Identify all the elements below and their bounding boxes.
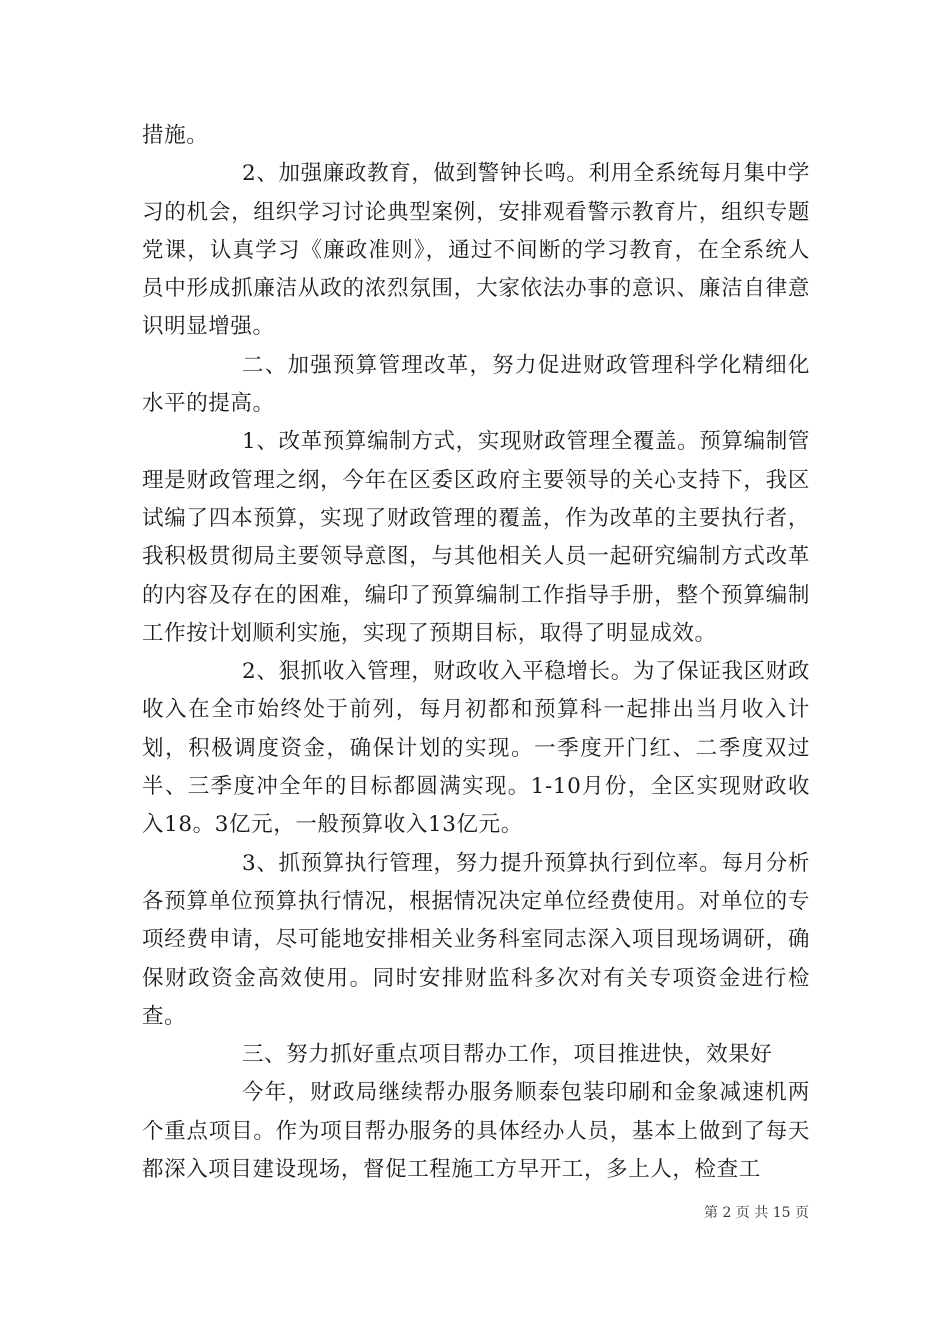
paragraph-budget-execution: 3、抓预算执行管理，努力提升预算执行到位率。每月分析各预算单位预算执行情况，根据情况决定单位经费使用。对单位的专项经费申请，尽可能地安排相关业务科室同志深入项目现场调研，确保财政资金高效使用。同时安排财监科多次对有关专项资金进行检查。 xyxy=(142,850,810,1029)
paragraph-revenue-management: 2、狠抓收入管理，财政收入平稳增长。为了保证我区财政收入在全市始终处于前列，每月初都和预算科一起排出当月收入计划，积极调度资金，确保计划的实现。一季度开门红、二季度双过半、三季度冲全年的目标都圆满实现。1-10月份，全区实现财政收入18。3亿元，一般预算收入13亿元。 xyxy=(142,659,810,838)
section-heading-key-projects: 三、努力抓好重点项目帮办工作，项目推进快，效果好 xyxy=(242,1042,773,1068)
section-heading-budget-reform: 二、加强预算管理改革，努力促进财政管理科学化精细化水平的提高。 xyxy=(142,352,810,417)
paragraph-budget-compilation: 1、改革预算编制方式，实现财政管理全覆盖。预算编制管理是财政管理之纲，今年在区委区政府主要领导的关心支持下，我区试编了四本预算，实现了财政管理的覆盖，作为改革的主要执行者，我积极贯彻局主要领导意图，与其他相关人员一起研究编制方式改革的内容及存在的困难，编印了预算编制工作指导手册，整个预算编制工作按计划顺利实施，实现了预期目标，取得了明显成效。 xyxy=(142,429,810,646)
document-body xyxy=(142,117,810,1189)
page-number: 第 2 页 共 15 页 xyxy=(704,1205,809,1221)
paragraph-continuation: 措施。 xyxy=(142,123,209,148)
paragraph-integrity-education: 2、加强廉政教育，做到警钟长鸣。利用全系统每月集中学习的机会，组织学习讨论典型案例，安排观看警示教育片，组织专题党课，认真学习《廉政准则》，通过不间断的学习教育，在全系统人员中形成抓廉洁从政的浓烈氛围，大家依法办事的意识、廉洁自律意识明显增强。 xyxy=(142,161,810,340)
paragraph-project-service: 今年，财政局继续帮办服务顺泰包装印刷和金象减速机两个重点项目。作为项目帮办服务的具体经办人员，基本上做到了每天都深入项目建设现场，督促工程施工方早开工，多上人，检查工 xyxy=(142,1080,810,1183)
